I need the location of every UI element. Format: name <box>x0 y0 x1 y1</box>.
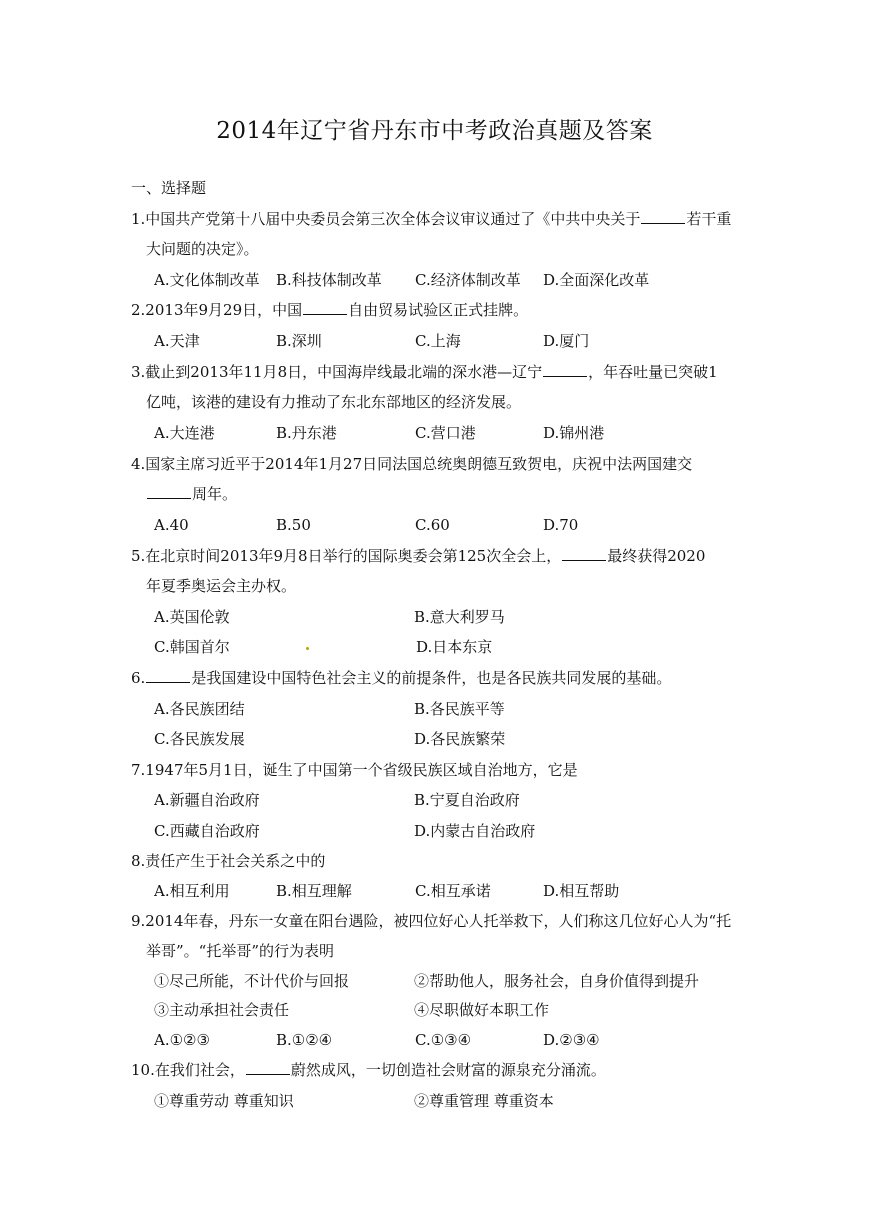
option-d: D.日本东京 <box>416 638 493 656</box>
option-a: A.40 <box>154 516 189 534</box>
option-d: D.全面深化改革 <box>543 271 650 289</box>
question-text: 10.在我们社会， <box>131 1061 245 1079</box>
question-5-line-2: 年夏季奥运会主办权。 <box>146 577 297 595</box>
option-c: C.各民族发展 <box>154 730 245 748</box>
option-d: D.厦门 <box>543 332 590 350</box>
option-b: B.50 <box>276 516 311 534</box>
page-title: 2014年辽宁省丹东市中考政治真题及答案 <box>216 118 653 144</box>
question-8-line-1: 8.责任产生于社会关系之中的 <box>131 852 326 870</box>
option-d: D.②③④ <box>543 1031 600 1049</box>
option-c: C.营口港 <box>415 424 476 442</box>
answer-blank <box>146 668 190 683</box>
answer-blank <box>147 484 191 499</box>
question-text: 最终获得2020 <box>607 547 706 565</box>
answer-blank <box>246 1060 290 1075</box>
stray-mark <box>306 647 309 650</box>
option-b: B.①②④ <box>276 1031 333 1049</box>
question-1-line-2: 大问题的决定》。 <box>146 240 259 258</box>
option-c: C.上海 <box>415 332 461 350</box>
question-text: 3.截止到2013年11月8日，中国海岸线最北端的深水港—辽宁 <box>131 363 543 381</box>
option-b: B.科技体制改革 <box>276 271 382 289</box>
question-text: 自由贸易试验区正式挂牌。 <box>348 301 529 319</box>
option-b: B.各民族平等 <box>414 700 505 718</box>
question-text: 5.在北京时间2013年9月8日举行的国际奥委会第125次全会上， <box>131 547 562 565</box>
option-a: A.大连港 <box>154 424 215 442</box>
statement-2: ②帮助他人，服务社会，自身价值得到提升 <box>414 972 700 990</box>
question-9-line-1: 9.2014年春，丹东一女童在阳台遇险，被四位好心人托举救下，人们称这几位好心人为“托 <box>131 912 732 930</box>
question-6-line-1 <box>131 668 671 688</box>
question-3-line-2: 亿吨，该港的建设有力推动了东北东部地区的经济发展。 <box>146 393 522 411</box>
option-d: D.各民族繁荣 <box>414 730 506 748</box>
option-a: A.文化体制改革 <box>154 271 260 289</box>
option-b: B.意大利罗马 <box>414 608 505 626</box>
question-text: 1.中国共产党第十八届中央委员会第三次全体会议审议通过了《中共中央关于 <box>131 210 641 228</box>
question-text: 2.2013年9月29日，中国 <box>131 301 303 319</box>
option-c: C.经济体制改革 <box>415 271 521 289</box>
question-7-line-1: 7.1947年5月1日，诞生了中国第一个省级民族区域自治地方，它是 <box>131 761 578 779</box>
statement-3: ③主动承担社会责任 <box>154 1001 290 1019</box>
answer-blank <box>543 362 587 377</box>
option-a: A.相互利用 <box>154 882 230 900</box>
question-2-line-1 <box>131 300 528 320</box>
option-c: C.60 <box>415 516 450 534</box>
option-a: A.天津 <box>154 332 200 350</box>
option-c: C.韩国首尔 <box>154 638 230 656</box>
statement-1: ①尊重劳动 尊重知识 <box>154 1092 294 1110</box>
statement-2: ②尊重管理 尊重资本 <box>414 1092 554 1110</box>
answer-blank <box>303 300 347 315</box>
option-c: C.相互承诺 <box>415 882 491 900</box>
option-a: A.新疆自治政府 <box>154 791 260 809</box>
question-1-line-1 <box>131 209 731 229</box>
question-text: 周年。 <box>192 485 238 503</box>
question-3-line-1 <box>131 362 718 382</box>
question-text: 是我国建设中国特色社会主义的前提条件，也是各民族共同发展的基础。 <box>191 669 672 687</box>
section-heading: 一、选择题 <box>131 179 207 197</box>
question-text: 蔚然成风，一切创造社会财富的源泉充分涌流。 <box>290 1061 606 1079</box>
option-d: D.70 <box>543 516 579 534</box>
question-text: ，年吞吐量已突破1 <box>588 363 718 381</box>
option-c: C.西藏自治政府 <box>154 822 260 840</box>
answer-blank <box>641 209 685 224</box>
question-text: 若干重 <box>686 210 732 228</box>
statement-4: ④尽职做好本职工作 <box>414 1001 550 1019</box>
option-b: B.深圳 <box>276 332 322 350</box>
question-text: 6. <box>131 669 146 687</box>
option-b: B.宁夏自治政府 <box>414 791 520 809</box>
option-d: D.锦州港 <box>543 424 605 442</box>
option-d: D.相互帮助 <box>543 882 620 900</box>
question-5-line-1 <box>131 546 705 566</box>
option-a: A.①②③ <box>154 1031 210 1049</box>
statement-1: ①尽己所能，不计代价与回报 <box>154 972 350 990</box>
question-4-line-1: 4.国家主席习近平于2014年1月27日同法国总统奥朗德互致贺电，庆祝中法两国建交 <box>131 455 693 473</box>
question-9-line-2: 举哥”。“托举哥”的行为表明 <box>146 942 335 960</box>
option-c: C.①③④ <box>415 1031 472 1049</box>
question-10-line-1 <box>131 1060 606 1080</box>
option-b: B.相互理解 <box>276 882 352 900</box>
answer-blank <box>562 546 606 561</box>
option-a: A.各民族团结 <box>154 700 245 718</box>
question-4-line-2 <box>146 484 237 504</box>
option-b: B.丹东港 <box>276 424 337 442</box>
option-d: D.内蒙古自治政府 <box>414 822 536 840</box>
option-a: A.英国伦敦 <box>154 608 230 626</box>
